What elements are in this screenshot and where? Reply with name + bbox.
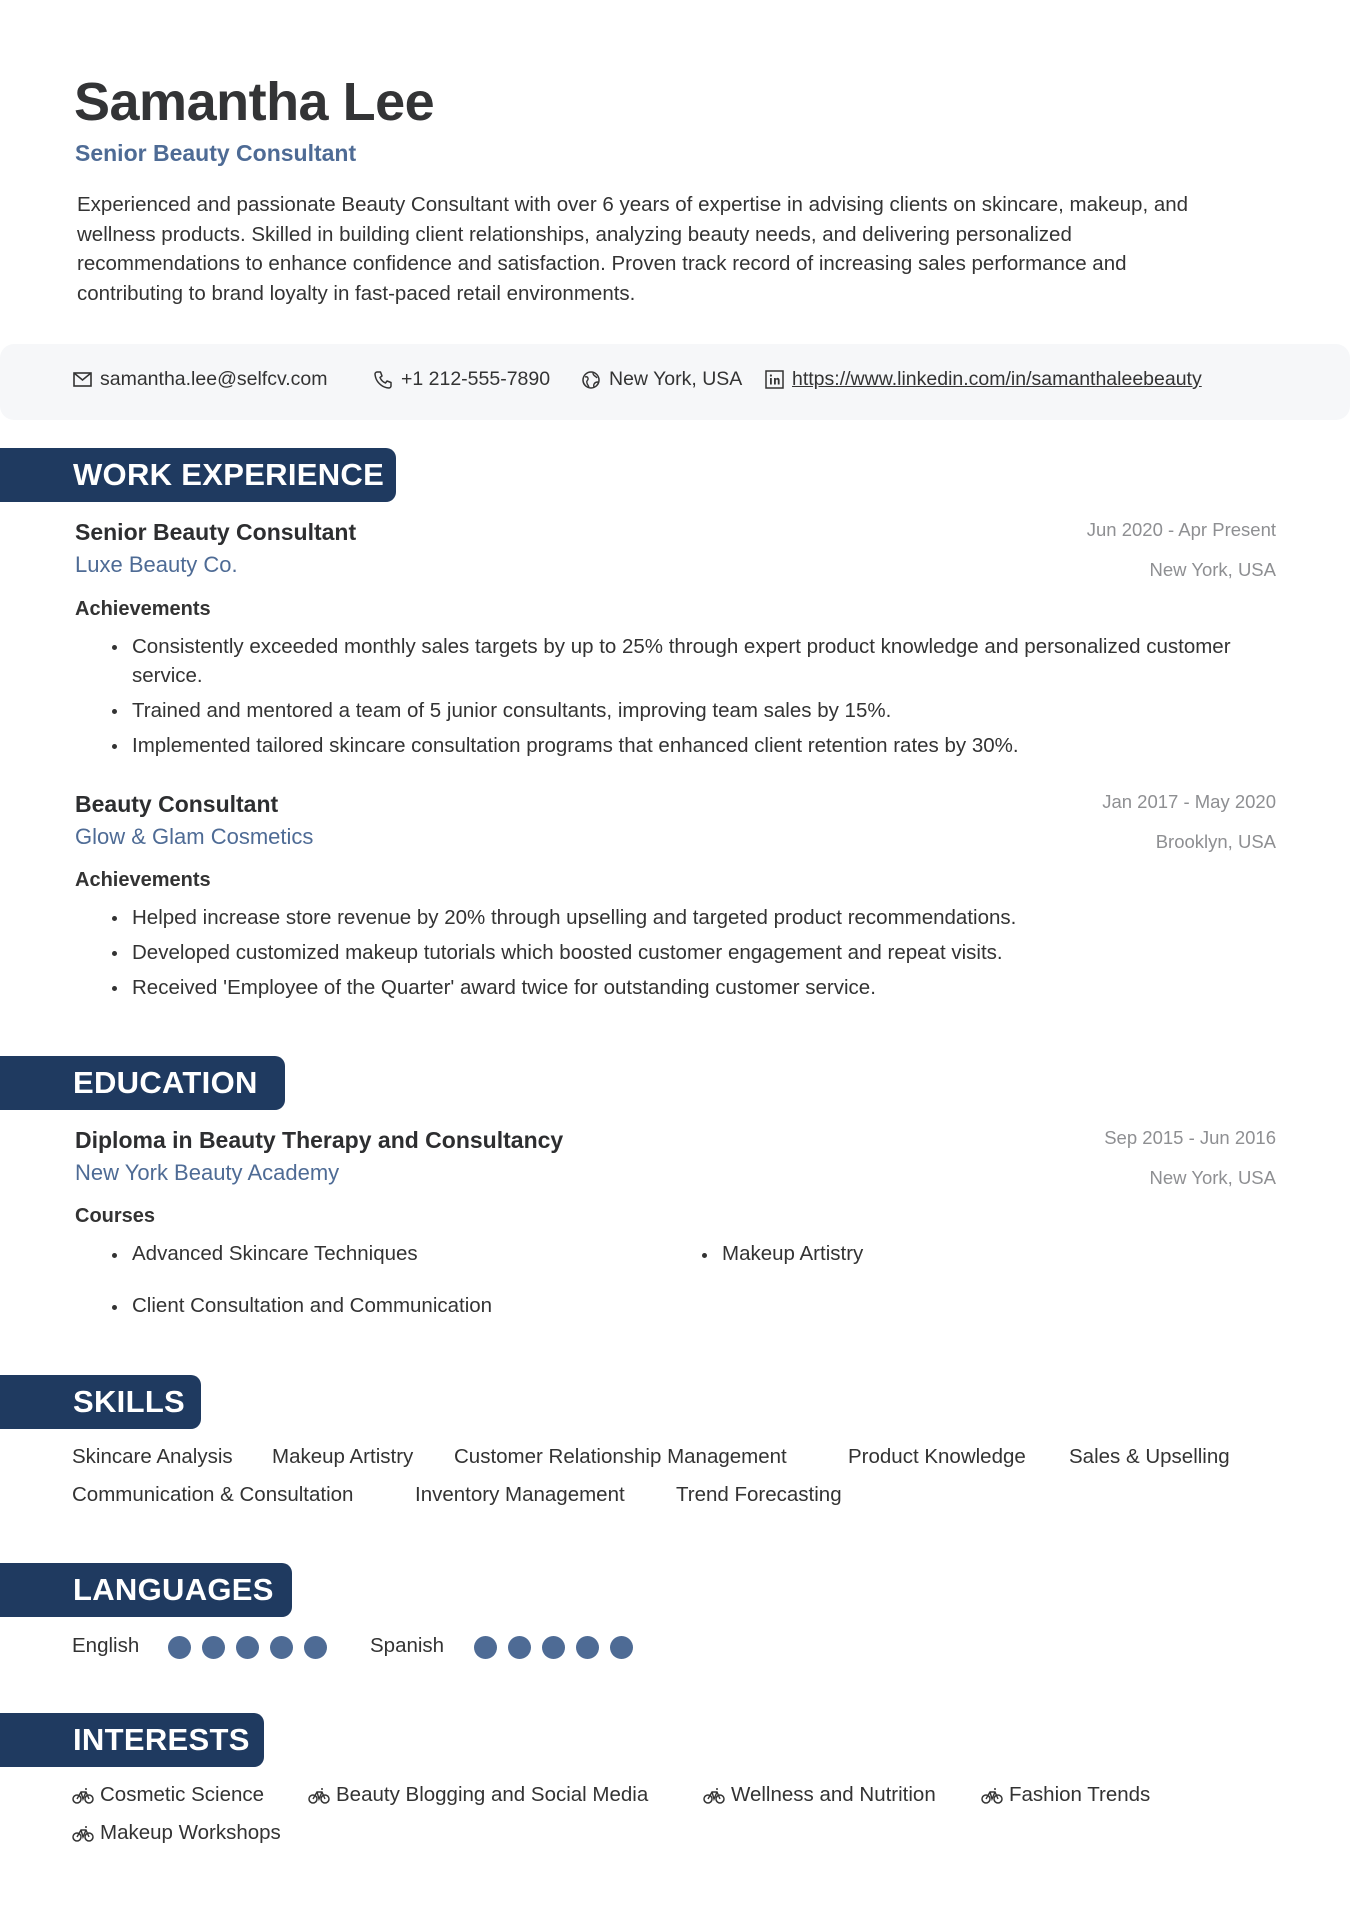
interest-item [72,1821,281,1845]
language-level-dot [610,1636,633,1659]
job-dates: Jan 2017 - May 2020 [1102,791,1276,812]
contact-email-text: samantha.lee@selfcv.com [100,368,328,390]
section-heading-education: EDUCATION [0,1056,285,1110]
section-heading-skills: SKILLS [0,1375,201,1429]
list-item: Trained and mentored a team of 5 junior consultants, improving team sales by 15%. [132,696,1262,725]
education-dates: Sep 2015 - Jun 2016 [1104,1127,1276,1148]
globe-icon [581,370,601,390]
list-item: Implemented tailored skincare consultation programs that enhanced client retention rates by 30%. [132,731,1262,760]
job-title: Beauty Consultant [75,791,279,817]
language-name: Spanish [370,1634,445,1657]
contact-location [581,368,742,391]
company-name: Glow & Glam Cosmetics [75,824,314,849]
skill-item: Product Knowledge [848,1445,1026,1468]
skill-item: Skincare Analysis [72,1445,233,1468]
achievements-heading: Achievements [75,598,211,620]
education-location: New York, USA [1149,1167,1276,1188]
degree-title: Diploma in Beauty Therapy and Consultancy [75,1127,564,1153]
contact-linkedin[interactable] [765,368,1202,391]
skill-item: Communication & Consultation [72,1483,354,1506]
list-item: Helped increase store revenue by 20% through upselling and targeted product recommendations. [132,903,1262,932]
section-heading-languages: LANGUAGES [0,1563,292,1617]
course-item: Advanced Skincare Techniques [132,1242,418,1265]
contact-phone[interactable] [373,368,550,391]
company-name: Luxe Beauty Co. [75,552,238,577]
bike-icon [981,1786,1003,1804]
language-level-dot [236,1636,259,1659]
language-level-dot [304,1636,327,1659]
skill-item: Customer Relationship Management [454,1445,787,1468]
skill-item: Trend Forecasting [676,1483,842,1506]
skill-item: Inventory Management [415,1483,625,1506]
section-heading-interests: INTERESTS [0,1713,264,1767]
mail-icon [73,372,92,387]
interest-label: Makeup Workshops [100,1821,281,1844]
language-level-dot [576,1636,599,1659]
list-item: Developed customized makeup tutorials which boosted customer engagement and repeat visits. [132,938,1262,967]
job-dates: Jun 2020 - Apr Present [1086,519,1276,540]
interest-label: Beauty Blogging and Social Media [336,1783,649,1806]
job-location: New York, USA [1149,559,1276,580]
linkedin-link[interactable]: https://www.linkedin.com/in/samanthaleebeauty [792,368,1202,390]
language-name: English [72,1634,140,1657]
bike-icon [72,1824,94,1842]
bike-icon [308,1786,330,1804]
candidate-name: Samantha Lee [74,72,435,132]
interest-item [72,1783,264,1807]
job-location: Brooklyn, USA [1155,831,1276,852]
job-title: Senior Beauty Consultant [75,519,357,545]
contact-location-text: New York, USA [609,368,743,390]
bike-icon [72,1786,94,1804]
course-item: Client Consultation and Communication [132,1294,493,1317]
contact-phone-text: +1 212-555-7890 [401,368,551,390]
language-level-dot [202,1636,225,1659]
interest-label: Fashion Trends [1009,1783,1151,1806]
section-heading-work: WORK EXPERIENCE [0,448,396,502]
achievements-list [132,903,1262,1008]
interest-item [981,1783,1150,1807]
contact-email[interactable] [73,368,328,391]
language-level-dot [270,1636,293,1659]
interest-item [703,1783,936,1807]
phone-icon [373,370,393,390]
interest-label: Wellness and Nutrition [731,1783,936,1806]
language-level-dot [508,1636,531,1659]
list-item: Consistently exceeded monthly sales targets by up to 25% through expert product knowledge and personalized customer service. [132,632,1262,690]
course-item: Makeup Artistry [722,1242,864,1265]
interest-label: Cosmetic Science [100,1783,265,1806]
courses-heading: Courses [75,1205,156,1227]
achievements-list [132,632,1262,766]
candidate-title: Senior Beauty Consultant [75,140,357,166]
list-item: Received 'Employee of the Quarter' award twice for outstanding customer service. [132,973,1262,1002]
language-level-dot [474,1636,497,1659]
skill-item: Makeup Artistry [272,1445,414,1468]
summary: Experienced and passionate Beauty Consultant with over 6 years of expertise in advising clients on skincare, makeup, and wellness products. Skilled in building client relationships, analyzing beauty needs, and delivering personalized recommendations to enhance confidence and satisfaction. Proven track record of increasing sales performance and contributing to brand loyalty in fast-paced retail environments. [77,193,1189,305]
interest-item [308,1783,648,1807]
skill-item: Sales & Upselling [1069,1445,1230,1468]
school-name: New York Beauty Academy [75,1160,340,1185]
language-level-dot [542,1636,565,1659]
bike-icon [703,1786,725,1804]
achievements-heading: Achievements [75,869,211,891]
language-level-dot [168,1636,191,1659]
linkedin-icon [765,370,784,389]
